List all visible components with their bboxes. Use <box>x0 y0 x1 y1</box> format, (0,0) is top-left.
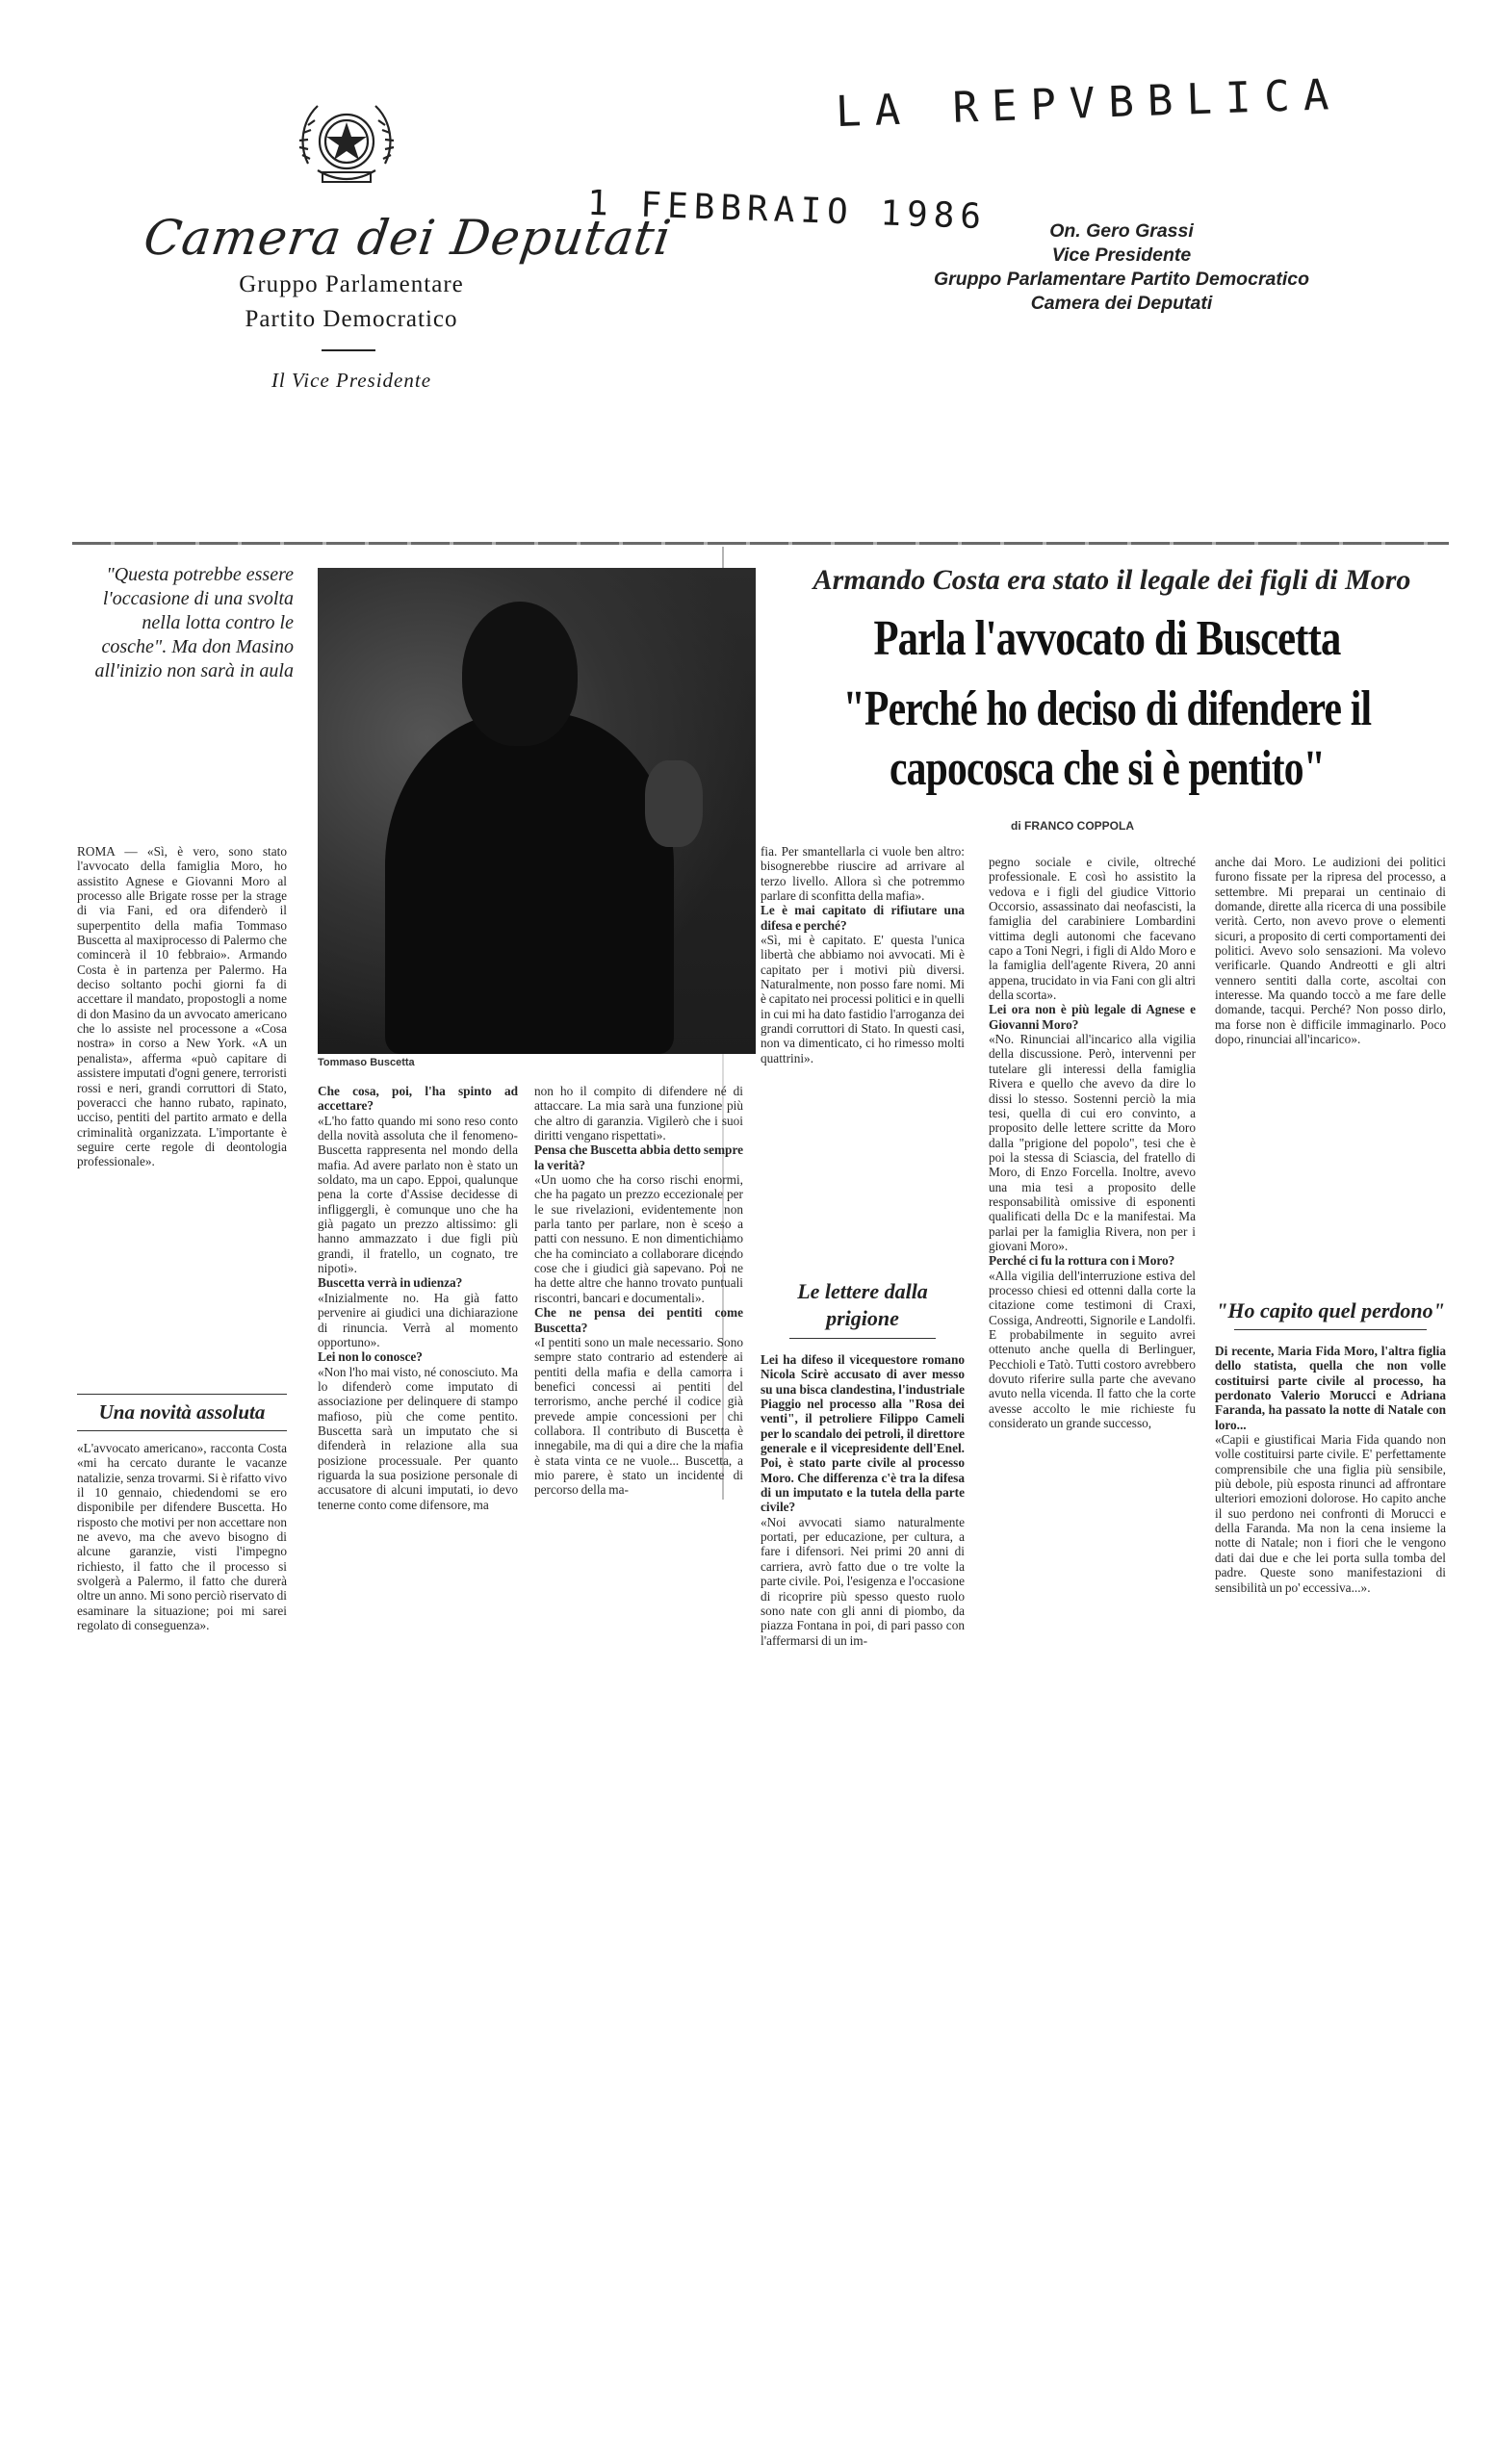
answer: «I pentiti sono un male necessario. Sono sempre stato contrario ad estendere ai pentiti della mafia e della camorra i benefici concessi ai pentiti del terrorismo, anche perché il codice già prevede ampie concessioni per chi collabora. Il contributo di Buscetta è innegabile, ma di qui a dire che la mafia è stata vinta ce ne vuole... Buscetta, a mio parere, è stato un incidente di percorso della ma- <box>534 1334 743 1498</box>
question: Lei ha difeso il vicequestore romano Nicola Scirè accusato di aver messo su una bisca clandestina, l'industriale Piaggio nel processo alla "Rosa dei venti", il petroliere Filippo Cameli per lo scandalo dei petroli, il direttore generale e il vicepresidente dell'Enel. Poi, è stato parte civile al processo Moro. Che differenza c'è tra la difesa di un imputato e la tutela della parte civile? <box>761 1352 965 1515</box>
column-2 <box>318 1084 518 1512</box>
group-name-line2: Partito Democratico <box>245 306 458 332</box>
author-role: Vice Presidente <box>1051 244 1192 266</box>
subheading-le-lettere: Le lettere dalla prigione <box>797 1279 928 1330</box>
author-group: Gruppo Parlamentare Partito Democratico <box>933 269 1310 290</box>
paragraph: «L'avvocato americano», racconta Costa «mi ha cercato durante le vacanze natalizie, senza trovarmi. Si è rifatto vivo il 10 gennaio, chiedendomi se ero disponibile per difendere Buscetta. Ho risposto che motivi per non accettare non ne avevo, ma che avevo bisogno di alcune garanzie, visti l'impegno richiesto, il fatto che il processo si svolgerà a Palermo, il fatto che durerà oltre un anno. Mi sono perciò riservato di esaminare la situazione; poi mi sarei regolato di conseguenza». <box>77 1441 287 1633</box>
answer: pegno sociale e civile, oltreché professionale. E così ho assistito la vedova e i figli del giudice Vittorio Occorsio, assassinato dai neofascisti, la famiglia del carabiniere Lombardini vittima degli autonomi che facevano capo a Toni Negri, i figli di Aldo Moro e la famiglia dell'agente Rivera, 20 anni appena, trucidato in via Fani con gli altri della scorta». <box>989 855 1196 1003</box>
answer: non ho il compito di difendere né di attaccare. La mia sarà una funzione più che altro di garanzia. Vigilerò che i suoi diritti vengano rispettati». <box>534 1084 743 1143</box>
question: Che cosa, poi, l'ha spinto ad accettare? <box>318 1084 518 1114</box>
buscetta-photo <box>318 568 756 1054</box>
question: Lei non lo conosce? <box>318 1349 423 1365</box>
answer: «No. Rinunciai all'incarico alla vigilia della discussione. Però, intervenni per tutelare gli interessi della famiglia Rivera e quello che avevo da dire lo dissi lo stesso. Sostenni perciò la mia tesi, quella di cui ero convinto, a proposito delle lettere scritte da Moro dalla "prigione del popolo", tesi che è poi la stessa di Sciascia, del fratello di Moro, di Enzo Forcella. Inoltre, avevo una mia tesi a proposito delle responsabilità omissive di esponenti qualificati della Dc e la manifestai. Ma parlai per la famiglia Rivera, non per i giovani Moro». <box>989 1032 1196 1253</box>
column-3 <box>534 1084 743 1498</box>
column-6 <box>1215 855 1446 1046</box>
handwritten-date: 1 FEBBRAIO 1986 <box>586 183 988 238</box>
question: Pensa che Buscetta abbia detto sempre la verità? <box>534 1142 744 1172</box>
answer: «Sì, mi è capitato. E' questa l'unica libertà che abbiamo noi avvocati. Mi è capitato per i motivi più diversi. Naturalmente, non posso fare nomi. Mi è capitato nei processi politici e in quelli in cui mi ha dato fastidio l'arroganza dei grandi corruttori di Stato. In questi casi, non va dimenticato, ci ho rimesso molti quattrini». <box>761 933 965 1065</box>
photo-caption: Tommaso Buscetta <box>318 1057 415 1068</box>
headline-main: Parla l'avvocato di Buscetta <box>873 611 1341 666</box>
handwritten-newspaper-name: LA REPVBBLICA <box>835 69 1344 138</box>
column-4 <box>761 844 965 1065</box>
answer: «L'ho fatto quando mi sono reso conto della novità assoluta che il fenomeno-Buscetta rappresenta nel mondo della mafia. Ad avere parlato non è stato un soldato, ma un capo. Eppoi, qualunque pena la corte d'Assise decidesse di infliggergli, è comunque uno che ha già pagato un prezzo altissimo: gli hanno ammazzato i due figli più grandi, il fratello, un cognato, tre nipoti». <box>318 1113 518 1276</box>
column-5 <box>989 855 1196 1430</box>
answer: «Alla vigilia dell'interruzione estiva del processo chiesi ed ottenni dalla corte la citazione come testimoni di Craxi, Cossiga, Andreotti, Signorile e Landolfi. E probabilmente in seguito avrei ottenuto anche quella di Berlinguer, Pecchioli e Tatò. Tutti costoro avrebbero dovuto riferire sulla parte che avevano avuto nella vicenda. Il fatto che la corte avesse accolto le mie richieste fu considerato un grande successo, <box>989 1268 1196 1431</box>
question: Buscetta verrà in udienza? <box>318 1275 463 1291</box>
republic-emblem-icon <box>289 91 404 197</box>
question: Lei ora non è più legale di Agnese e Giovanni Moro? <box>989 1002 1196 1032</box>
answer: «Non l'ho mai visto, né conosciuto. Ma lo difenderò come imputato di associazione per delinquere di stampo mafioso, più che come pentito. Buscetta sarà un imputato che si difenderà in relazione alla sua posizione processuale. Per quanto riguarda la sua posizione personale di accusatore di alcuni imputati, io devo tenerne conto come difensore, ma <box>318 1364 518 1512</box>
headline-quote: "Perché ho deciso di difendere il capocosca che si è pentito" <box>842 681 1372 796</box>
subheading-ho-capito: "Ho capito quel perdono" <box>1216 1298 1445 1322</box>
subheading-rule <box>789 1338 936 1339</box>
author-name: On. Gero Grassi <box>1049 220 1194 242</box>
pull-quote: "Questa potrebbe essere l'occasione di una svolta nella lotta contro le cosche". Ma don Masino all'inizio non sarà in aula <box>94 564 294 681</box>
author-chamber: Camera dei Deputati <box>1030 293 1213 314</box>
answer: «Noi avvocati siamo naturalmente portati, per educazione, per cultura, a fare i difensori. Nei primi 20 anni di carriera, avrò fatto due o tre volte la parte civile. Poi, l'esigenza e l'occasione di ricoprire più spesso questo ruolo sono nate con gli anni di piombo, da piazza Fontana in poi, di pari passo con l'affermarsi di un im- <box>761 1514 965 1648</box>
question: Perché ci fu la rottura con i Moro? <box>989 1253 1175 1269</box>
subheading-rule <box>1234 1329 1427 1330</box>
author-block <box>900 219 1343 316</box>
column-6-lower <box>1215 1298 1446 1595</box>
question: Di recente, Maria Fida Moro, l'altra figlia dello statista, quella che non volle costituirsi parte civile al processo, ha perdonato Valerio Morucci e Adriana Faranda, ha passato la notte di Natale con loro... <box>1215 1344 1446 1432</box>
column-4-lower <box>761 1278 965 1648</box>
question: Le è mai capitato di rifiutare una difesa e perché? <box>761 903 965 933</box>
article-kicker: Armando Costa era stato il legale dei figli di Moro <box>812 564 1411 596</box>
answer: fia. Per smantellarla ci vuole ben altro: bisognerebbe riuscire ad arrivare al terzo livello. Allora sì che potremmo parlare di sconfitta della mafia». <box>761 844 965 904</box>
subheading-rule <box>77 1430 287 1431</box>
column-1 <box>77 844 287 1169</box>
letterhead-divider <box>322 349 375 351</box>
question: Che ne pensa dei pentiti come Buscetta? <box>534 1305 743 1335</box>
answer: «Un uomo che ha corso rischi enormi, che ha pagato un prezzo eccezionale per le sue rivelazioni, evidentemente non parla tanto per parlare, non è sceso a patti con nessuno. E non dimentichiamo che ha cominciato a collaborare dicendo cose che i giudici già sapevano. Poi ne ha dette altre che hanno trovato puntuali riscontri, bancari e documentali». <box>534 1172 743 1305</box>
answer: «Capii e giustificai Maria Fida quando non volle costituirsi parte civile. E' perfettamente comprensibile che una figlia più sensibile, più debole, più esposta rinunci ad affrontare ulteriori emozioni dolorose. Ho capito anche il suo perdono nei confronti di Morucci e della Faranda. Ma non la cena insieme la notte di Natale; non i fiori che le vengono dati dai due e che lei porta sulla tomba del padre. Queste sono manifestazioni di sensibilità un po' eccessiva...». <box>1215 1432 1446 1595</box>
clipping-top-edge <box>72 542 1449 545</box>
subheading-rule <box>77 1394 287 1395</box>
institution-name: Camera dei Deputati <box>140 210 676 266</box>
paragraph: ROMA — «Sì, è vero, sono stato l'avvocato della famiglia Moro, ho assistito Agnese e Giovanni Moro al processo alle Brigate rosse per la strage di via Fani, ed ora difenderò il superpentito della mafia Tommaso Buscetta al maxiprocesso di Palermo che comincerà il 10 febbraio». Armando Costa è in partenza per Palermo. Ha deciso soltanto pochi giorni fa di accettare il mandato, propostogli a nome di don Masino da un avvocato americano che lo assiste nel processone a «Cosa nostra» in corso a New York. «A un penalista», afferma «può capitare di assistere imputati d'ogni genere, terroristi rossi e neri, grandi corruttori di Stato, poveracci che hanno rubato, rapinato, ucciso, pentiti del partito armato e della criminalità organizzata. L'importante è seguire certe regole di deontologia professionale». <box>77 844 287 1169</box>
subheading-una-novita: Una novità assoluta <box>98 1400 266 1424</box>
answer: anche dai Moro. Le audizioni dei politici furono fissate per la ripresa del processo, a settembre. Mi preparai un centinaio di domande, dirette alla ricerca di una possibile verità. Certo, non avevo prove o elementi sicuri, a proposito di certi comportamenti dei politici. Avevo solo sensazioni. Ma volevo verificarle. Quando Andreotti e gli altri vennero sentiti dalla corte, ascoltai con interesse. Ma quando toccò a me fare delle domande, tacqui. Perché? Non posso dirlo, ma forse non è difficile immaginarlo. Poco dopo, rinunciai all'incarico». <box>1215 855 1446 1047</box>
letterhead-role: Il Vice Presidente <box>271 369 432 392</box>
byline: di FRANCO COPPOLA <box>1011 819 1134 833</box>
column-1-lower <box>77 1394 287 1632</box>
answer: «Inizialmente no. Ha già fatto pervenire ai giudici una dichiarazione di rinuncia. Verrà al momento opportuno». <box>318 1290 518 1349</box>
group-name-line1: Gruppo Parlamentare <box>239 271 464 297</box>
